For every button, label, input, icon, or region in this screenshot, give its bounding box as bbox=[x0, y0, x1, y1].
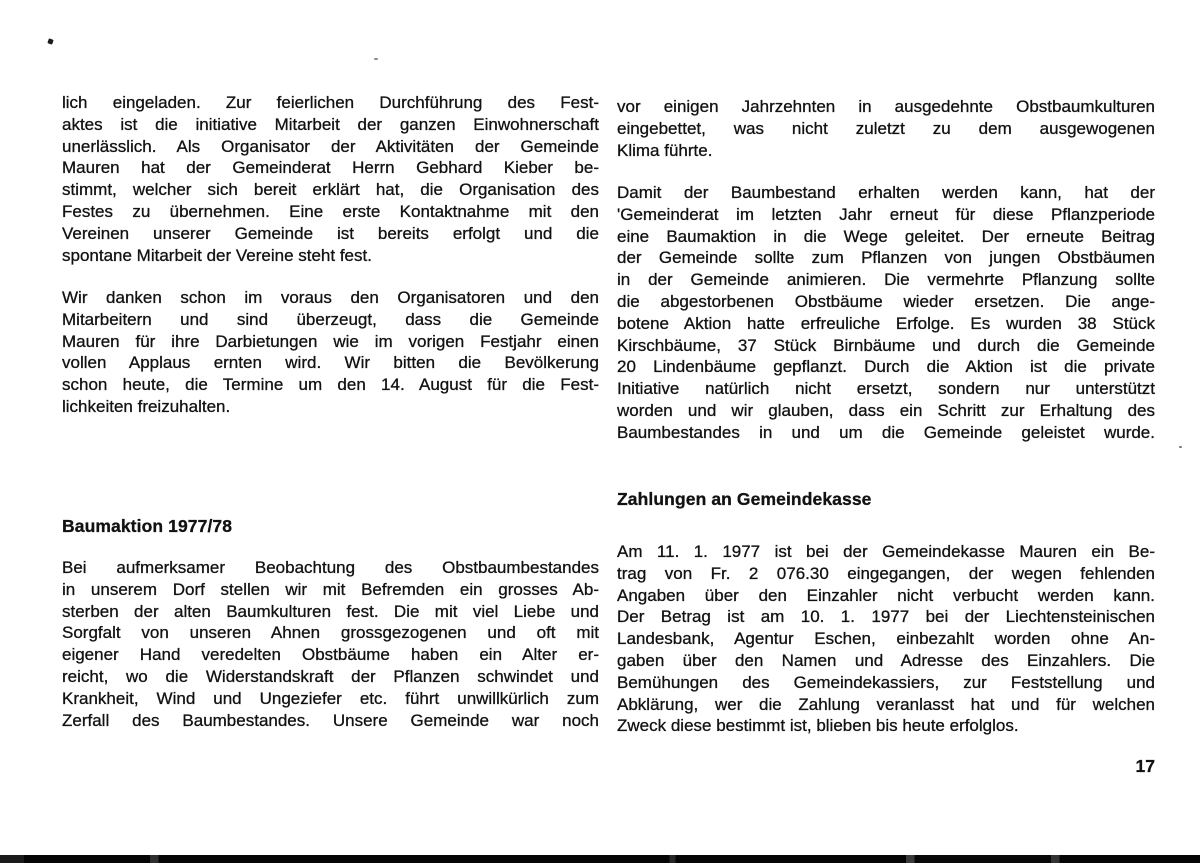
text-line: gaben über den Namen und Adresse des Einzahlers. Die bbox=[617, 650, 1155, 670]
text-line: worden und wir glauben, dass ein Schritt zur Erhaltung des bbox=[617, 400, 1155, 420]
text-line: schon heute, die Termine um den 14. August für die Fest- bbox=[62, 375, 599, 395]
text-line: sterben der alten Baumkulturen fest. Die mit viel Liebe und bbox=[62, 601, 599, 621]
text-line: Angaben über den Einzahler nicht verbucht werden kann. bbox=[617, 585, 1155, 605]
section-heading-zahlungen: Zahlungen an Gemeindekasse bbox=[617, 489, 872, 509]
text-line: Damit der Baumbestand erhalten werden kann, hat der bbox=[617, 183, 1155, 202]
text-line: Festes zu übernehmen. Eine erste Kontaktnahme mit den bbox=[62, 201, 599, 221]
text-line: Der Betrag ist am 10. 1. 1977 bei der Liechtensteinischen bbox=[617, 607, 1155, 627]
left-column-paragraph-festakt bbox=[62, 92, 599, 266]
text-line: Zerfall des Baumbestandes. Unsere Gemeinde war noch bbox=[62, 710, 599, 730]
text-line: Klima führte. bbox=[617, 140, 713, 160]
text-line: Abklärung, wer die Zahlung veranlasst hat und für welchen bbox=[617, 694, 1155, 714]
text-line: 20 Lindenbäume gepflanzt. Durch die Aktion ist die private bbox=[617, 357, 1155, 377]
scan-artifact-dot bbox=[47, 38, 53, 44]
text-line: Baumbestandes in und um die Gemeinde geleistet wurde. bbox=[617, 422, 1155, 442]
text-line: Landesbank, Agentur Eschen, einbezahlt worden ohne An- bbox=[617, 629, 1155, 649]
text-line: Initiative natürlich nicht ersetzt, sondern nur unterstützt bbox=[617, 379, 1155, 399]
text-line: Kirschbäume, 37 Stück Birnbäume und durch die Gemeinde bbox=[617, 335, 1155, 355]
text-line: Vereinen unserer Gemeinde ist bereits erfolgt und die bbox=[62, 223, 599, 243]
text-line: eigener Hand veredelten Obstbäume haben ein Alter er- bbox=[62, 645, 599, 665]
text-line: lich eingeladen. Zur feierlichen Durchführung des Fest- bbox=[62, 93, 599, 112]
left-column-paragraph-obstbaumbestand bbox=[62, 557, 599, 731]
scan-edge-bar bbox=[0, 855, 1200, 863]
scan-artifact-speck bbox=[1179, 446, 1182, 448]
text-line: unerlässlich. Als Organisator der Aktivitäten der Gemeinde bbox=[62, 136, 599, 156]
text-line: Wir danken schon im voraus den Organisatoren und den bbox=[62, 288, 599, 307]
text-line: Bei aufmerksamer Beobachtung des Obstbaumbestandes bbox=[62, 558, 599, 577]
text-line: vor einigen Jahrzehnten in ausgedehnte Obstbaumkulturen bbox=[617, 97, 1155, 116]
text-line: aktes ist die initiative Mitarbeit der ganzen Einwohnerschaft bbox=[62, 114, 599, 134]
text-line: der Gemeinde sollte zum Pflanzen von jungen Obstbäumen bbox=[617, 248, 1155, 268]
text-line: Zweck diese bestimmt ist, blieben bis heute erfolglos. bbox=[617, 716, 1019, 736]
text-line: Mitarbeitern und sind überzeugt, dass die Gemeinde bbox=[62, 309, 599, 329]
text-line: eine Baumaktion in die Wege geleitet. Der erneute Beitrag bbox=[617, 226, 1155, 246]
text-line: Mauren hat der Gemeinderat Herrn Gebhard Kieber be- bbox=[62, 158, 599, 178]
text-line: Sorgfalt von unseren Ahnen grossgezogenen und oft mit bbox=[62, 623, 599, 643]
text-line: Bemühungen des Gemeindekassiers, zur Feststellung und bbox=[617, 672, 1155, 692]
text-line: eingebettet, was nicht zuletzt zu dem ausgewogenen bbox=[617, 118, 1155, 138]
page-number: 17 bbox=[1135, 756, 1155, 776]
text-line: in der Gemeinde animieren. Die vermehrte Pflanzung sollte bbox=[617, 270, 1155, 290]
text-line: vollen Applaus ernten wird. Wir bitten die Bevölkerung bbox=[62, 353, 599, 373]
text-line: reicht, wo die Widerstandskraft der Pflanzen schwindet und bbox=[62, 666, 599, 686]
text-line: trag von Fr. 2 076.30 eingegangen, der wegen fehlenden bbox=[617, 563, 1155, 583]
text-line: stimmt, welcher sich bereit erklärt hat, die Organisation des bbox=[62, 180, 599, 200]
right-column-paragraph-gemeindekasse bbox=[617, 541, 1155, 737]
right-column-paragraph-baumbestand bbox=[617, 182, 1155, 444]
text-line: botene Aktion hatte erfreuliche Erfolge. Es wurden 38 Stück bbox=[617, 313, 1155, 333]
text-line: in unserem Dorf stellen wir mit Befremden ein grosses Ab- bbox=[62, 579, 599, 599]
scan-artifact-speck bbox=[374, 58, 378, 60]
text-line: 'Gemeinderat im letzten Jahr erneut für diese Pflanzperiode bbox=[617, 204, 1155, 224]
right-column-paragraph-klima bbox=[617, 96, 1155, 161]
text-line: Krankheit, Wind und Ungeziefer etc. führt unwillkürlich zum bbox=[62, 688, 599, 708]
section-heading-baumaktion: Baumaktion 1977/78 bbox=[62, 516, 233, 536]
text-line: die abgestorbenen Obstbäume wieder ersetzen. Die ange- bbox=[617, 291, 1155, 311]
text-line: Mauren für ihre Darbietungen wie im vorigen Festjahr einen bbox=[62, 331, 599, 351]
left-column-paragraph-dank bbox=[62, 287, 599, 418]
text-line: lichkeiten freizuhalten. bbox=[62, 396, 231, 416]
text-line: Am 11. 1. 1977 ist bei der Gemeindekasse Mauren ein Be- bbox=[617, 542, 1155, 561]
text-line: spontane Mitarbeit der Vereine steht fest. bbox=[62, 245, 372, 265]
